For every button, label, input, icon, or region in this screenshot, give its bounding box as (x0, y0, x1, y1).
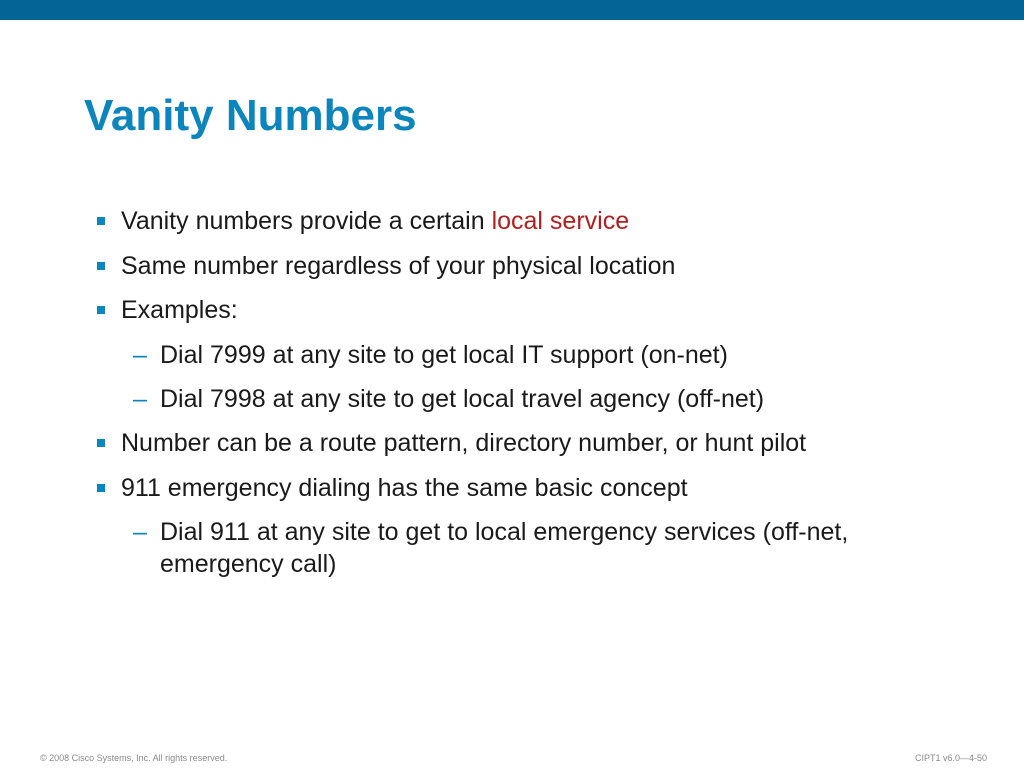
bullet-item (121, 206, 629, 236)
bullet-text: Dial 7998 at any site to get local travel agency (off-net) (160, 385, 765, 413)
sub-bullet-continuation (160, 549, 336, 579)
bullet-text: Number can be a route pattern, directory number, or hunt pilot (121, 429, 807, 457)
footer-copyright: © 2008 Cisco Systems, Inc. All rights reserved. (40, 753, 228, 763)
bullet-text: Examples: (121, 296, 238, 324)
top-banner-bar (0, 0, 1024, 20)
bullet-item (121, 295, 238, 325)
bullet-text: 911 emergency dialing has the same basic concept (121, 474, 688, 502)
square-bullet-icon (97, 262, 105, 270)
bullet-text-continuation: emergency call) (160, 550, 337, 578)
sub-bullet-item (133, 384, 765, 414)
square-bullet-icon (97, 217, 105, 225)
sub-bullet-item (133, 340, 728, 370)
bullet-text: Same number regardless of your physical location (121, 252, 676, 280)
sub-bullet-item (133, 517, 849, 547)
slide-title: Vanity Numbers (84, 91, 417, 140)
bullet-text: Dial 7999 at any site to get local IT support (on-net) (160, 341, 728, 369)
footer-slide-code: CIPT1 v6.0—4-50 (914, 753, 987, 763)
square-bullet-icon (97, 484, 105, 492)
bullet-item (121, 251, 675, 281)
square-bullet-icon (97, 306, 105, 314)
highlighted-text: local service (491, 207, 630, 235)
bullet-item (121, 473, 688, 503)
bullet-text: Vanity numbers provide a certain (121, 207, 492, 235)
dash-bullet-icon: – (133, 341, 147, 369)
dash-bullet-icon: – (133, 385, 147, 413)
square-bullet-icon (97, 439, 105, 447)
bullet-item (121, 428, 806, 458)
dash-bullet-icon: – (133, 518, 147, 546)
bullet-text: Dial 911 at any site to get to local emergency services (off-net, (160, 518, 849, 546)
